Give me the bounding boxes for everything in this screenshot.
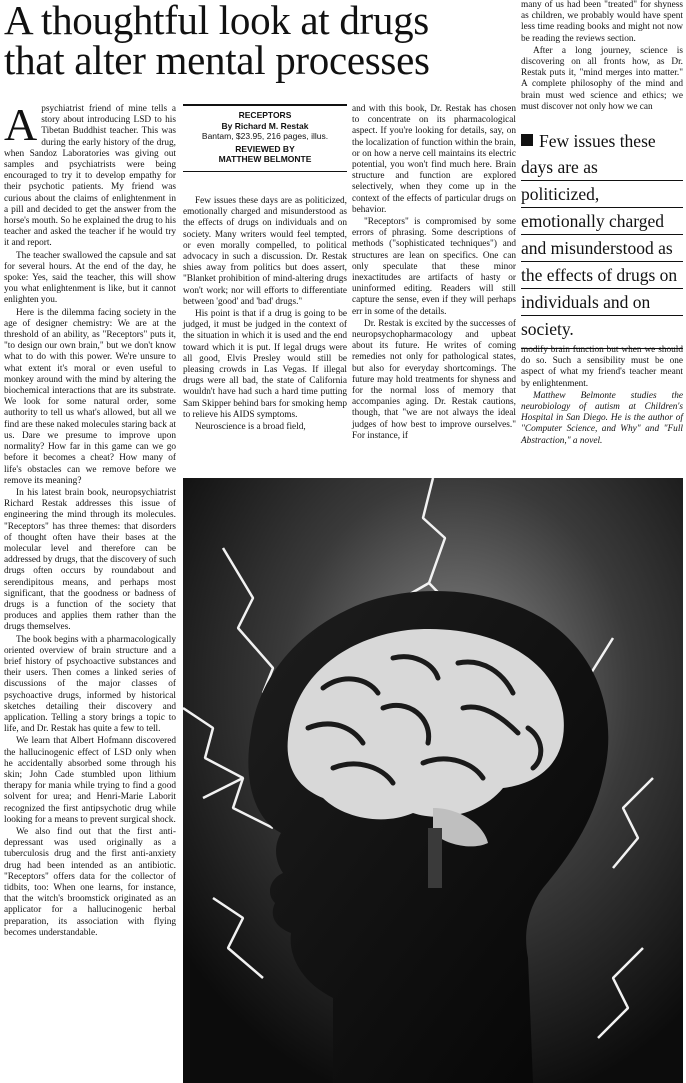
pull-quote-line: and misunderstood as <box>521 235 683 262</box>
paragraph: We learn that Albert Hofmann discovered the hallucinogenic effect of LSD only when he accidentally absorbed some through his skin; John Cade stumbled upon lithium therapy for mania while trying to find a good solvent for urea; and Henri-Marie Laborit recognized the first antipsychotic drug while looking for a means to prevent surgical shock. <box>4 736 176 825</box>
square-bullet-icon <box>521 134 533 146</box>
paragraph: Dr. Restak is excited by the successes of neuropsychopharmacology and upbeat about its future. He writes of coming remedies not only for pathological states, but also for everyday shortcomings. The future may hold treatments for shyness and for the normal loss of memory that accompanies aging. Dr. Restak cautions, though, that "we are not always the ideal judges of how best to improve ourselves." For instance, if <box>352 318 516 441</box>
paragraph: Here is the dilemma facing society in the age of designer chemistry: We are at the threshold of an ability, as "Receptors" puts it, "to design our own brain," but we don't know what to do with this power. We're unsure to what extent it's moral or even useful to monkey around with the mind by altering the biochemical interactions that are its substrate. We look for some natural order, some authority to tell us what's allowed, but all we find are these naked molecules staring back at us. Dare we presume to improve upon normality? How far in this game can we go before it becomes a cheat? How many of life's obstacles can we remove before we remove its meaning? <box>4 307 176 486</box>
paragraph: After a long journey, science is discovering on all fronts how, as Dr. Restak puts it, "mind merges into matter." A complete philosophy of the mind and brain must wed science and ethics; we must discover not only how we can <box>521 45 683 112</box>
book-details: Bantam, $23.95, 216 pages, illus. <box>201 131 329 141</box>
pull-quote-line: the effects of drugs on <box>521 262 683 289</box>
article-column-4-bottom <box>521 345 683 448</box>
pull-quote <box>521 128 683 349</box>
paragraph: We also find out that the first anti-depressant was used originally as a tuberculosis drug and the first anti-anxiety drug had been intended as an antibiotic. "Receptors" offers data for the collector of tidbits, too: When one learns, for instance, that the witch's broomstick originated as an applicator for a hallucinogenic herbal preparation, its association with flying becomes understandable. <box>4 827 176 938</box>
article-column-2 <box>183 196 347 434</box>
pull-quote-line: politicized, <box>521 181 683 208</box>
article-column-4-top <box>521 0 683 114</box>
article-column-1 <box>4 99 176 940</box>
paragraph: Neuroscience is a broad field, <box>195 422 306 433</box>
paragraph: His point is that if a drug is going to be judged, it must be judged in the context of the situation in which it is used and the end toward which it is put. If legal drugs were all good, Elvis Presley would still be pleasing crowds in Las Vegas. If illegal drugs were all bad, the state of California wouldn't have had such a hard time putting Sam Skipper behind bars for smoking hemp to relieve his AIDS symptoms. <box>183 309 347 420</box>
reviewer-name: MATTHEW BELMONTE <box>218 154 312 164</box>
article-column-3 <box>352 104 516 443</box>
paragraph: In his latest brain book, neuropsychiatrist Richard Restak addresses this issue of engineering the mind through its molecules. "Receptors" has three themes: that disorders of thought often have their bases at the molecular level and therefore can be addressed by drugs, that the discovery of such drugs often occurs by roundabout and serendipitous means, and perhaps most significant, that the goodness or badness of drugs is a function of the society that produces and applies them rather than the drugs themselves. <box>4 487 176 633</box>
paragraph: The book begins with a pharmacologically oriented overview of brain structure and a brief history of psychoactive substances and their users. Then comes a linked series of discussions of the major classes of psychoactive drugs, informed by historical sketches detailing their discovery and application. Telling a story brings a topic to life, and Dr. Restak has quite a few to tell. <box>4 634 176 735</box>
pull-quote-line: society. <box>521 319 574 339</box>
paragraph: many of us had been "treated" for shyness as children, we probably would have spent less time reading books and might not now be reading the reviews section. <box>521 0 683 44</box>
paragraph: modify brain function but when we should do so. Such a sensibility must be one aspect of what my friend's teacher meant by enlightenment. <box>521 345 683 389</box>
pull-quote-line: Few issues these <box>539 131 656 151</box>
paragraph: The teacher swallowed the capsule and sat for several hours. At the end of the day, he spoke: Yes, said the teacher, this will show you what enlightenment is like, but it cannot enlighten you. <box>4 250 176 306</box>
book-infobox <box>183 104 347 172</box>
paragraph: Few issues these days are as politicized, emotionally charged and misunderstood as the effects of drugs on individuals and on society. Many writers would feel tempted, or even morally compelled, to political advocacy in such a discussion. Dr. Restak shies away from politics but does assert, "Blanket prohibition of mind-altering drugs won't work; nor will efforts to differentiate between 'good' and 'bad' drugs." <box>183 196 347 307</box>
drop-cap: A <box>4 99 38 150</box>
paragraph: "Receptors" is compromised by some errors of phrasing. Some descriptions of methods ("sophisticated techniques") and structures are lean on specifics. One can only speculate that these minor inexactitudes are artifacts of hasty or uninformed editing. Readers will still capture the sense, even if they will perhaps err in some of the details. <box>352 217 516 317</box>
pull-quote-line: emotionally charged <box>521 208 683 235</box>
book-author: By Richard M. Restak <box>221 120 309 131</box>
reviewed-label: REVIEWED BY <box>235 143 295 154</box>
author-bio: Matthew Belmonte studies the neurobiology of autism at Children's Hospital in San Diego. He is the author of "Computer Science, and Why" and "Full Abstraction," a novel. <box>521 390 683 446</box>
pull-quote-line: days are as <box>521 154 683 181</box>
book-title: RECEPTORS <box>238 110 292 120</box>
brain-illustration <box>183 478 683 1083</box>
pull-quote-line: individuals and on <box>521 289 683 316</box>
opening-paragraph: Apsychiatrist friend of mine tells a story about introducing LSD to his Tibetan Buddhist teacher. This was during the early history of the drug, when Sandoz Laboratories was giving out samples and psychiatrists were being encouraged to try it to develop empathy for their psychotic patients. My friend was curious about the claims of enlightenment in a pill and decided to get the answer from the horse's mouth. So he explained the drug to his teacher and asked the teacher if he would try it and report. <box>4 99 176 249</box>
headline: A thoughtful look at drugs that alter mental processes <box>4 0 430 83</box>
paragraph: and with this book, Dr. Restak has chosen to concentrate on its pharmacological aspect. If you're looking for details, say, on the localization of function within the brain, or on how a nerve cell maintains its electric potential, you won't find much here. Brain structure and function are explored selectively, when they come up in the context of the effects of particular drugs on behavior. <box>352 104 516 215</box>
